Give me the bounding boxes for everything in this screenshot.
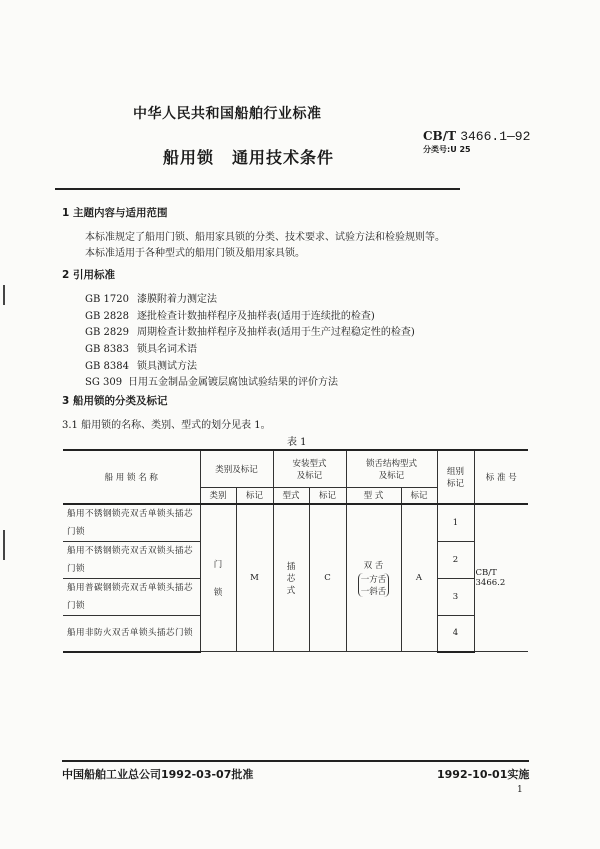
header-bolt-mark: 标记 [401, 487, 437, 504]
effective-date: 1992-10-01实施 [437, 768, 530, 781]
reference-code: GB 8384 [85, 361, 129, 372]
section-3-1-text: 3.1 船用锁的名称、类别、型式的划分见表 1。 [62, 420, 271, 431]
install-type-cell [273, 504, 309, 652]
bolt-line-1: 双 舌 [363, 561, 384, 571]
header-install-line-1: 安装型式 [292, 458, 327, 469]
issuing-organization: 中华人民共和国船舶行业标准 [133, 106, 322, 122]
header-category-group: 类别及标记 [200, 450, 273, 487]
header-group-mark [437, 450, 474, 504]
category-line-2: 锁 [213, 588, 223, 598]
install-line-3: 式 [286, 586, 296, 596]
group-mark-cell: 3 [437, 579, 474, 616]
group-mark-cell: 4 [437, 616, 474, 652]
scan-mark [3, 285, 5, 305]
bolt-subtypes [358, 573, 390, 597]
reference-code: GB 2828 [85, 311, 129, 322]
standard-prefix: CB/T [423, 129, 457, 143]
header-install-line-2: 及标记 [296, 470, 323, 481]
reference-code: GB 2829 [85, 327, 129, 338]
header-install-group [273, 450, 346, 487]
category-cell [200, 504, 236, 652]
standard-no-cell: CB/T 3466.2 [474, 504, 528, 652]
lock-name-cell: 船用不锈钢锁壳双舌双锁头插芯门锁 [63, 542, 200, 579]
page-number: 1 [517, 785, 523, 795]
reference-item [85, 290, 217, 305]
reference-code: SG 309 [85, 377, 123, 388]
install-line-1: 插 [286, 562, 296, 572]
header-bolt-group [346, 450, 437, 487]
section-3-heading: 3 船用锁的分类及标记 [62, 395, 168, 407]
reference-title: 日用五金制品金属镀层腐蚀试验结果的评价方法 [128, 377, 338, 388]
bolt-line-2: 一方舌 [360, 575, 387, 585]
table-caption: 表 1 [287, 437, 307, 448]
group-mark-cell: 1 [437, 504, 474, 542]
classification-number: 分类号:U 25 [423, 145, 471, 154]
reference-item [85, 323, 415, 338]
lock-name-cell: 船用不锈钢锁壳双舌单锁头插芯门锁 [63, 504, 200, 542]
reference-item [85, 373, 338, 388]
reference-title: 逐批检查计数抽样程序及抽样表(适用于连续批的检查) [137, 311, 375, 322]
reference-title: 漆膜附着力测定法 [137, 294, 217, 305]
header-category: 类别 [200, 487, 236, 504]
category-line-1: 门 [213, 560, 223, 570]
scan-mark [3, 530, 5, 560]
lock-name-cell: 船用非防火双舌单锁头插芯门锁 [63, 616, 200, 652]
standard-number: 3466.1—92 [460, 129, 531, 144]
header-standard-no: 标 准 号 [474, 450, 528, 504]
reference-code: GB 1720 [85, 294, 129, 305]
title-part-2: 通用技术条件 [232, 148, 335, 167]
lock-name-cell: 船用普碳钢锁壳双舌单锁头插芯门锁 [63, 579, 200, 616]
header-install-type: 型式 [273, 487, 309, 504]
header-bolt-line-2: 及标记 [378, 470, 405, 481]
approval-line: 中国船舶工业总公司1992-03-07批准 [62, 768, 254, 781]
reference-code: GB 8383 [85, 344, 129, 355]
header-rule [55, 188, 460, 190]
reference-title: 锁具测试方法 [137, 361, 197, 372]
section-2-heading: 2 引用标准 [62, 269, 115, 281]
footer-rule [62, 760, 529, 762]
header-install-mark: 标记 [309, 487, 346, 504]
section-1-paragraph-1: 本标准规定了船用门锁、船用家具锁的分类、技术要求、试验方法和检验规则等。 [85, 232, 445, 243]
section-1-paragraph-2: 本标准适用于各种型式的船用门锁及船用家具锁。 [85, 248, 305, 259]
header-group-line-1: 组别 [446, 467, 464, 477]
table-1 [63, 449, 528, 653]
reference-item [85, 307, 375, 322]
header-category-mark: 标记 [236, 487, 273, 504]
reference-item [85, 357, 197, 372]
section-1-heading: 1 主题内容与适用范围 [62, 207, 168, 219]
title-part-1: 船用锁 [163, 148, 215, 167]
reference-title: 周期检查计数抽样程序及抽样表(适用于生产过程稳定性的检查) [137, 327, 415, 338]
reference-title: 锁具名词术语 [137, 344, 197, 355]
document-title [163, 145, 334, 168]
bolt-line-3: 一斜舌 [360, 587, 387, 597]
standard-code [423, 129, 530, 144]
header-group-line-2: 标记 [446, 479, 464, 489]
header-bolt-type: 型 式 [346, 487, 401, 504]
header-bolt-line-1: 锁舌结构型式 [365, 458, 417, 469]
bolt-type-cell [346, 504, 401, 652]
header-lock-name: 船 用 锁 名 称 [63, 450, 200, 504]
install-line-2: 芯 [286, 574, 296, 584]
bolt-mark-cell: A [401, 504, 437, 652]
group-mark-cell: 2 [437, 542, 474, 579]
category-mark-cell: M [236, 504, 273, 652]
reference-item [85, 340, 197, 355]
install-mark-cell: C [309, 504, 346, 652]
